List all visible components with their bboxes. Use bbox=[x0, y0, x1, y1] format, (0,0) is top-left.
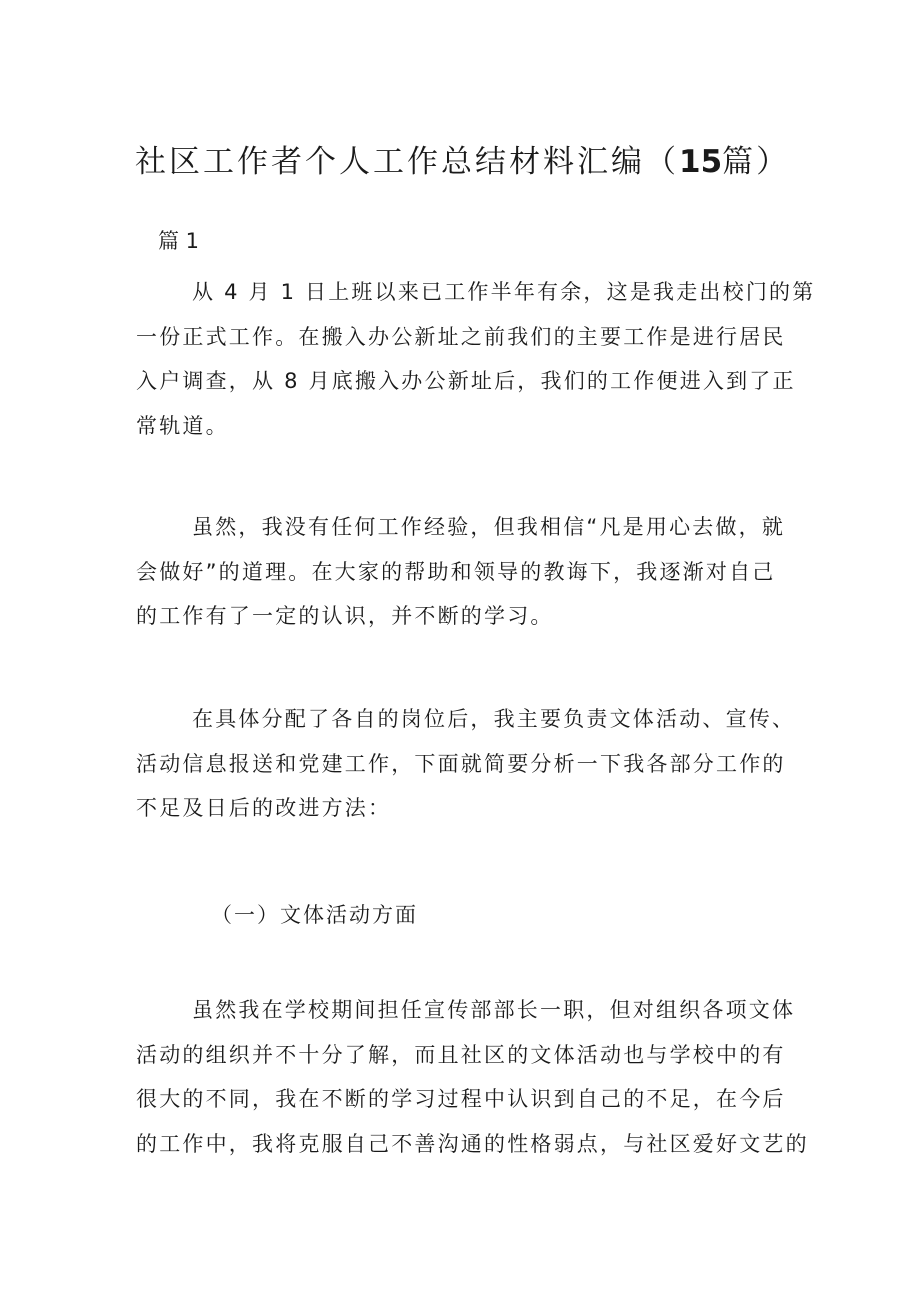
paragraph-line: 会做好”的道理。在大家的帮助和领导的教诲下，我逐渐对自己 bbox=[136, 559, 776, 584]
section-label: 篇 1 bbox=[158, 229, 200, 253]
document-title bbox=[135, 140, 835, 184]
paragraph-line: 活动的组织并不十分了解，而且社区的文体活动也与学校中的有 bbox=[136, 1042, 786, 1067]
paragraph-line: 的工作有了一定的认识，并不断的学习。 bbox=[136, 604, 554, 628]
paragraph-line: 常轨道。 bbox=[136, 413, 229, 438]
paragraph-line: 虽然，我没有任何工作经验，但我相信“凡是用心去做，就 bbox=[192, 515, 786, 539]
paragraph-line: 虽然我在学校期间担任宣传部部长一职，但对组织各项文体 bbox=[192, 998, 796, 1022]
subheading: （一）文体活动方面 bbox=[211, 903, 418, 927]
title-close: 篇） bbox=[722, 144, 791, 180]
title-main: 社区工作者个人工作总结材料汇编 bbox=[135, 144, 645, 180]
paragraph-line: 活动信息报送和党建工作，下面就简要分析一下我各部分工作的 bbox=[136, 751, 786, 776]
paragraph-line: 从 4 月 1 日上班以来已工作半年有余，这是我走出校门的第 bbox=[192, 280, 816, 304]
title-open-paren: （ bbox=[645, 144, 679, 180]
paragraph-line: 一份正式工作。在搬入办公新址之前我们的主要工作是进行居民 bbox=[136, 324, 786, 349]
paragraph-3 bbox=[136, 697, 796, 831]
paragraph-2 bbox=[136, 505, 786, 639]
paragraph-line: 不足及日后的改进方法： bbox=[136, 796, 392, 820]
paragraph-line: 入户调查，从 8 月底搬入办公新址后，我们的工作便进入到了正 bbox=[136, 369, 796, 393]
paragraph-line: 在具体分配了各自的岗位后，我主要负责文体活动、宣传、 bbox=[192, 707, 796, 731]
paragraph-line: 很大的不同，我在不断的学习过程中认识到自己的不足，在今后 bbox=[136, 1087, 786, 1111]
title-count: 15 bbox=[679, 144, 723, 180]
paragraph-4 bbox=[136, 988, 809, 1166]
paragraph-1 bbox=[136, 270, 816, 448]
paragraph-line: 的工作中，我将克服自己不善沟通的性格弱点，与社区爱好文艺的 bbox=[136, 1131, 809, 1156]
